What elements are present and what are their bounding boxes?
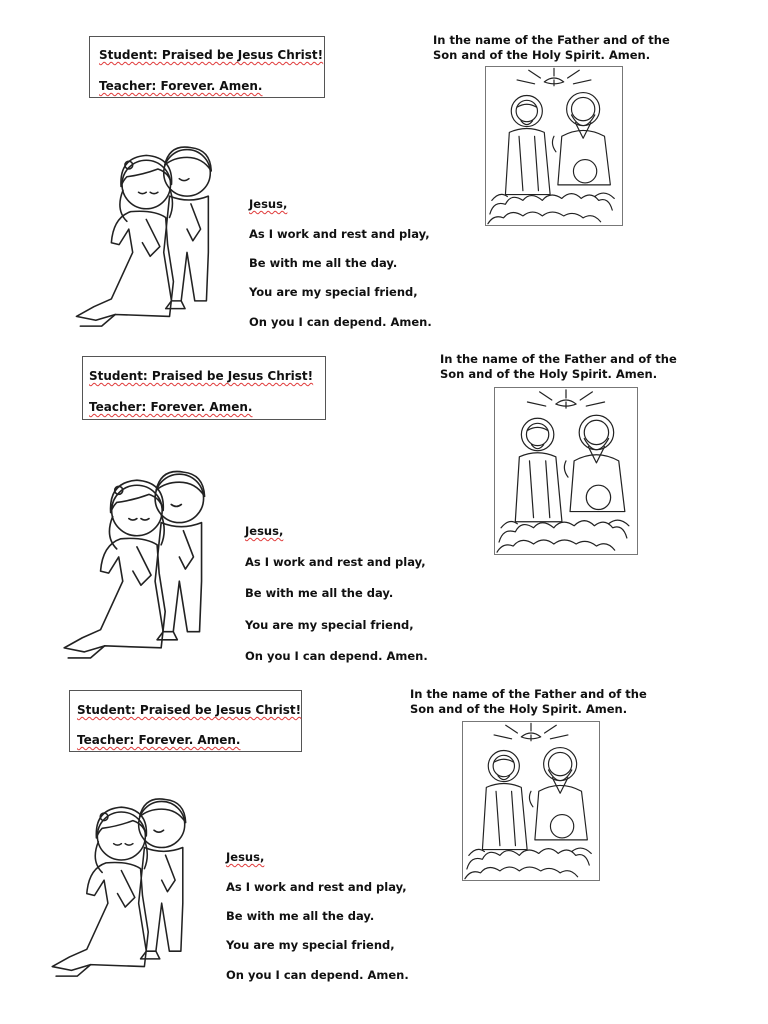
prayer-line5: On you I can depend. Amen. xyxy=(249,315,432,329)
prayer-block xyxy=(226,850,486,990)
prayer-block xyxy=(249,197,509,337)
greeting-box xyxy=(82,356,326,420)
prayer-line5: On you I can depend. Amen. xyxy=(245,649,428,663)
sign-of-cross-line1: In the name of the Father and of the xyxy=(440,352,677,366)
sign-of-cross-line2: Son and of the Holy Spirit. Amen. xyxy=(410,702,628,716)
praying-children-icon xyxy=(70,136,240,330)
praying-children-icon xyxy=(58,460,234,662)
prayer-line4: You are my special friend, xyxy=(226,938,395,952)
prayer-line2: As I work and rest and play, xyxy=(245,555,426,569)
prayer-block xyxy=(245,524,505,664)
sign-of-cross-text xyxy=(433,33,670,63)
praying-children-drawing xyxy=(47,788,213,980)
sign-of-cross-line2: Son and of the Holy Spirit. Amen. xyxy=(433,48,651,62)
greeting-student: Student: Praised be Jesus Christ! xyxy=(77,703,302,717)
greeting-teacher: Teacher: Forever. Amen. xyxy=(99,79,263,93)
greeting-student: Student: Praised be Jesus Christ! xyxy=(99,48,324,62)
holy-trinity-drawing xyxy=(495,388,637,554)
prayer-line5: On you I can depend. Amen. xyxy=(226,968,409,982)
prayer-line2: As I work and rest and play, xyxy=(226,880,407,894)
prayer-line4: You are my special friend, xyxy=(249,285,418,299)
prayer-line2: As I work and rest and play, xyxy=(249,227,430,241)
prayer-line1: Jesus, xyxy=(226,850,265,864)
prayer-line3: Be with me all the day. xyxy=(249,256,398,270)
greeting-student: Student: Praised be Jesus Christ! xyxy=(89,369,314,383)
prayer-line1: Jesus, xyxy=(245,524,284,538)
sign-of-cross-line2: Son and of the Holy Spirit. Amen. xyxy=(440,367,658,381)
prayer-line3: Be with me all the day. xyxy=(226,909,375,923)
praying-children-drawing xyxy=(70,136,240,330)
praying-children-icon xyxy=(47,788,213,980)
greeting-teacher: Teacher: Forever. Amen. xyxy=(77,733,241,747)
sign-of-cross-text xyxy=(440,352,677,382)
greeting-teacher: Teacher: Forever. Amen. xyxy=(89,400,253,414)
sign-of-cross-line1: In the name of the Father and of the xyxy=(433,33,670,47)
sign-of-cross-text xyxy=(410,687,647,717)
holy-trinity-icon xyxy=(494,387,638,555)
prayer-line3: Be with me all the day. xyxy=(245,586,394,600)
prayer-line1: Jesus, xyxy=(249,197,288,211)
praying-children-drawing xyxy=(58,460,234,662)
prayer-line4: You are my special friend, xyxy=(245,618,414,632)
sign-of-cross-line1: In the name of the Father and of the xyxy=(410,687,647,701)
greeting-box xyxy=(89,36,325,98)
greeting-box xyxy=(69,690,302,752)
